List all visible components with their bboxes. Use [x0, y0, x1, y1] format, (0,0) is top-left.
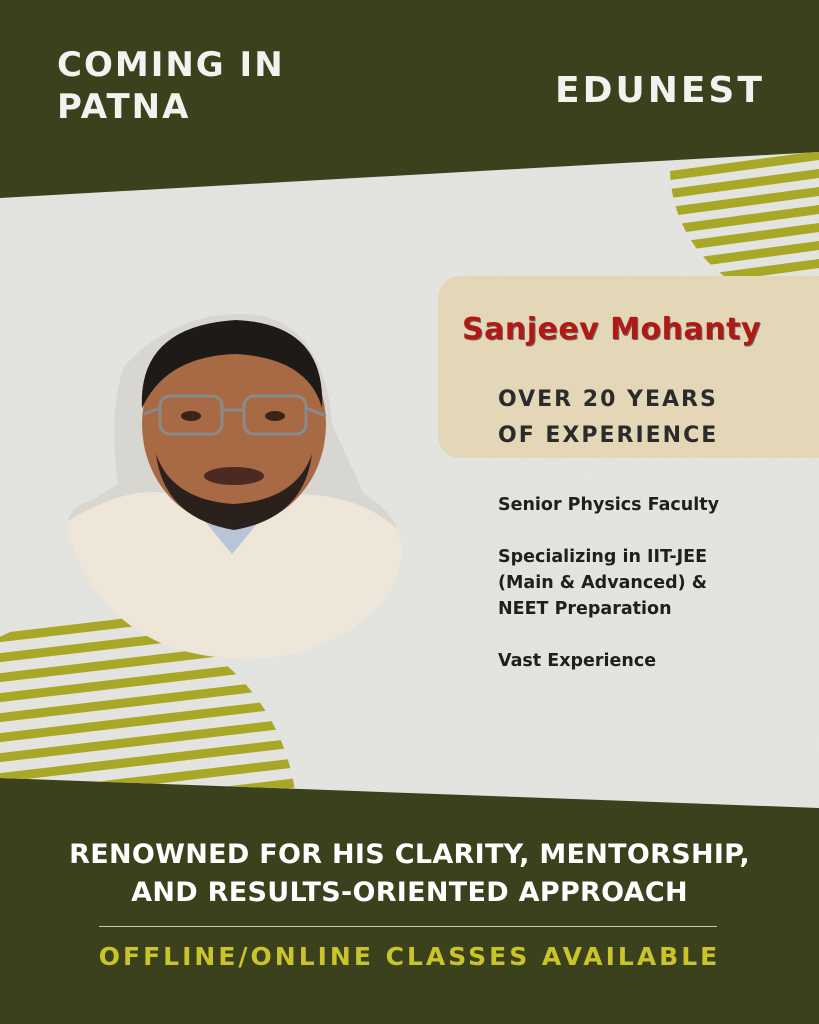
location-heading — [57, 44, 357, 128]
location-line-1: COMING IN — [57, 45, 285, 85]
tagline-line-1: RENOWNED FOR HIS CLARITY, MENTORSHIP, — [69, 839, 750, 870]
faculty-portrait — [64, 304, 402, 660]
faculty-details-list — [498, 492, 798, 700]
detail-item-role: Senior Physics Faculty — [498, 495, 720, 515]
location-line-2: PATNA — [57, 87, 191, 127]
faculty-name: Sanjeev Mohanty — [462, 312, 762, 347]
brand-name: EDUNEST — [555, 70, 765, 111]
detail-item-specialization: Specializing in IIT-JEE (Main & Advanced) & NEET Preparation — [498, 547, 708, 619]
classes-availability: OFFLINE/ONLINE CLASSES AVAILABLE — [98, 942, 721, 971]
divider — [99, 926, 717, 927]
experience-text — [498, 382, 798, 454]
detail-item-experience: Vast Experience — [498, 651, 657, 671]
experience-line-2: OF EXPERIENCE — [498, 423, 719, 448]
experience-line-1: OVER 20 YEARS — [498, 387, 718, 412]
tagline — [0, 836, 819, 912]
tagline-line-2: AND RESULTS-ORIENTED APPROACH — [131, 877, 688, 908]
